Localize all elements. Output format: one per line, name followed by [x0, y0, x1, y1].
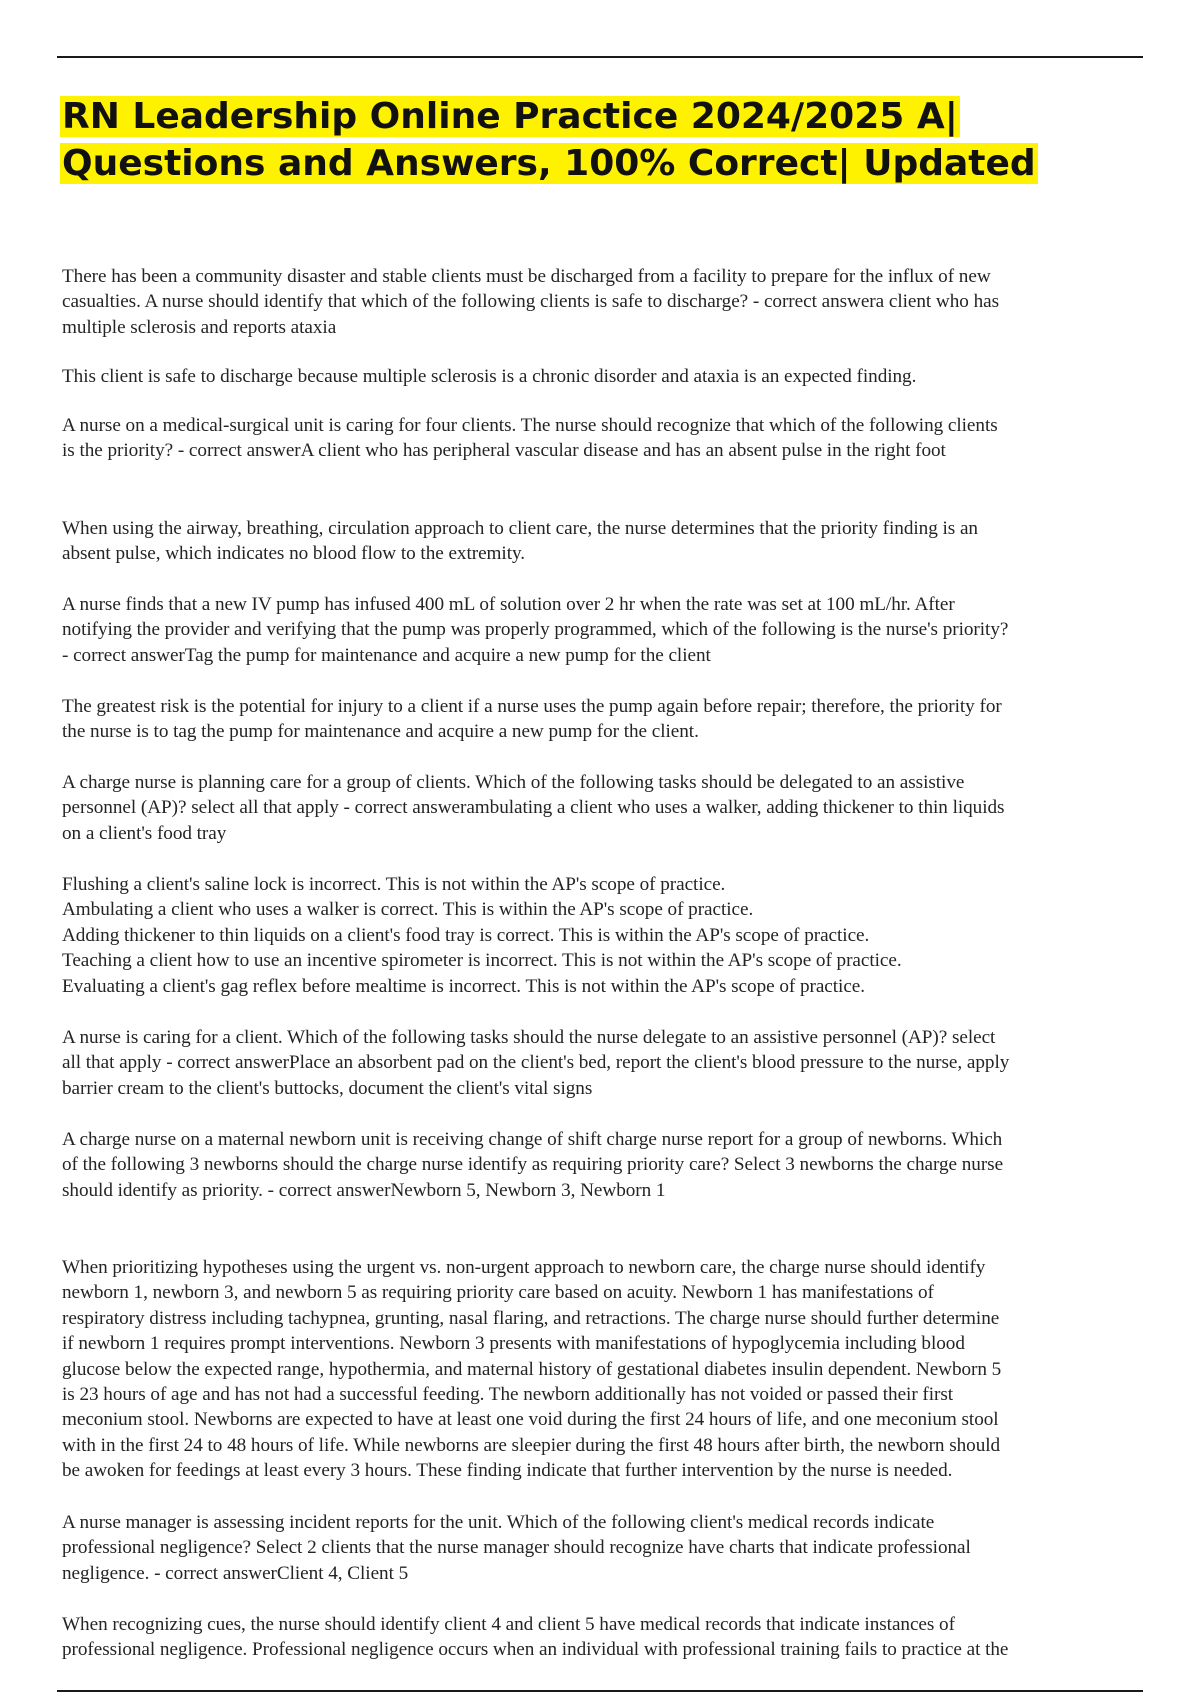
paragraph-rationale-negligence	[62, 1612, 1162, 1663]
text-line: Flushing a client's saline lock is incorrect. This is not within the AP's scope of practice.	[62, 874, 726, 895]
text-line: casualties. A nurse should identify that which of the following clients is safe to discharge? - correct answera client who has	[62, 291, 999, 313]
text-line: A nurse finds that a new IV pump has infused 400 mL of solution over 2 hr when the rate was set at 100 mL/hr. After	[62, 594, 955, 615]
text-line: on a client's food tray	[62, 822, 227, 844]
paragraph-question-delegation-ap	[62, 770, 1162, 846]
text-line: A nurse on a medical-surgical unit is caring for four clients. The nurse should recognize that which of the following clients	[62, 415, 998, 436]
text-line: When recognizing cues, the nurse should identify client 4 and client 5 have medical records that indicate instances of	[62, 1614, 955, 1635]
text-line: the nurse is to tag the pump for maintenance and acquire a new pump for the client.	[62, 721, 699, 743]
text-line: with in the first 24 to 48 hours of life. While newborns are sleepier during the first 48 hours after birth, the newborn should	[62, 1434, 1001, 1456]
text-line: Evaluating a client's gag reflex before mealtime is incorrect. This is not within the AP's scope of practice.	[62, 975, 866, 997]
text-line: all that apply - correct answerPlace an absorbent pad on the client's bed, report the client's blood pressure to the nurse, apply	[62, 1052, 1010, 1074]
paragraph-rationale-iv-pump	[62, 694, 1162, 745]
text-line: There has been a community disaster and stable clients must be discharged from a facility to prepare for the influx of new	[62, 266, 991, 287]
paragraph-question-delegate-tasks	[62, 1025, 1162, 1101]
text-line: of the following 3 newborns should the charge nurse identify as requiring priority care? Select 3 newborns the charge nurse	[62, 1154, 1004, 1176]
text-line: be awoken for feedings at least every 3 hours. These finding indicate that further intervention by the nurse is needed.	[62, 1460, 953, 1482]
text-line: absent pulse, which indicates no blood flow to the extremity.	[62, 543, 526, 565]
title-line-1: RN Leadership Online Practice 2024/2025 A|	[62, 96, 958, 137]
paragraph-question-negligence	[62, 1510, 1162, 1586]
paragraph-question-priority-client	[62, 413, 1162, 464]
text-line: A charge nurse is planning care for a group of clients. Which of the following tasks should be delegated to an assistive	[62, 772, 965, 793]
text-line: is the priority? - correct answerA client who has peripheral vascular disease and has an absent pulse in the right foot	[62, 440, 946, 462]
paragraph-rationale-discharge	[62, 364, 1162, 389]
text-line: Ambulating a client who uses a walker is correct. This is within the AP's scope of practice.	[62, 899, 754, 921]
text-line: negligence. - correct answerClient 4, Client 5	[62, 1562, 409, 1584]
text-line: A nurse manager is assessing incident reports for the unit. Which of the following client's medical records indicate	[62, 1512, 935, 1533]
bottom-rule	[57, 1690, 1143, 1692]
text-line: Teaching a client how to use an incentive spirometer is incorrect. This is not within the AP's scope of practice.	[62, 950, 902, 972]
text-line: When using the airway, breathing, circulation approach to client care, the nurse determines that the priority finding is an	[62, 518, 978, 539]
text-line: notifying the provider and verifying that the pump was properly programmed, which of the following is the nurse's priority?	[62, 619, 1009, 641]
text-line: barrier cream to the client's buttocks, document the client's vital signs	[62, 1077, 593, 1099]
text-line: professional negligence? Select 2 clients that the nurse manager should recognize have charts that indicate professional	[62, 1537, 971, 1559]
text-line: This client is safe to discharge because multiple sclerosis is a chronic disorder and ataxia is an expected finding.	[62, 366, 917, 387]
document-title	[60, 93, 1140, 187]
text-line: When prioritizing hypotheses using the urgent vs. non-urgent approach to newborn care, the charge nurse should identify	[62, 1257, 986, 1278]
text-line: The greatest risk is the potential for injury to a client if a nurse uses the pump again before repair; therefore, the priority for	[62, 696, 1002, 717]
title-line-2: Questions and Answers, 100% Correct| Updated	[62, 143, 1036, 184]
paragraph-rationale-priority-client	[62, 516, 1162, 567]
paragraph-question-newborn-priority	[62, 1127, 1162, 1203]
text-line: multiple sclerosis and reports ataxia	[62, 316, 337, 338]
text-line: - correct answerTag the pump for maintenance and acquire a new pump for the client	[62, 644, 711, 666]
text-line: if newborn 1 requires prompt interventions. Newborn 3 presents with manifestations of hypoglycemia including blood	[62, 1333, 965, 1355]
paragraph-rationale-newborn-priority	[62, 1255, 1162, 1484]
text-line: A nurse is caring for a client. Which of the following tasks should the nurse delegate to an assistive personnel (AP)? select	[62, 1027, 996, 1048]
text-line: respiratory distress including tachypnea, grunting, nasal flaring, and retractions. The charge nurse should further determine	[62, 1307, 1000, 1329]
text-line: Adding thickener to thin liquids on a client's food tray is correct. This is within the AP's scope of practice.	[62, 924, 870, 946]
text-line: glucose below the expected range, hypothermia, and maternal history of gestational diabetes insulin dependent. Newborn 5	[62, 1358, 1002, 1380]
text-line: newborn 1, newborn 3, and newborn 5 as requiring priority care based on acuity. Newborn 1 has manifestations of	[62, 1282, 934, 1304]
text-line: professional negligence. Professional negligence occurs when an individual with professional training fails to practice at the	[62, 1639, 1009, 1661]
paragraph-question-discharge	[62, 264, 1162, 340]
paragraph-question-iv-pump	[62, 592, 1162, 668]
text-line: A charge nurse on a maternal newborn unit is receiving change of shift charge nurse report for a group of newborns. Which	[62, 1129, 1003, 1150]
text-line: meconium stool. Newborns are expected to have at least one void during the first 24 hours of life, and one meconium stool	[62, 1409, 999, 1431]
text-line: is 23 hours of age and has not had a successful feeding. The newborn additionally has not voided or passed their first	[62, 1384, 954, 1406]
text-line: personnel (AP)? select all that apply - correct answerambulating a client who uses a walker, adding thickener to thin liquids	[62, 797, 1005, 819]
top-rule	[57, 56, 1143, 58]
paragraph-rationale-delegation-ap	[62, 872, 1162, 999]
text-line: should identify as priority. - correct answerNewborn 5, Newborn 3, Newborn 1	[62, 1179, 666, 1201]
